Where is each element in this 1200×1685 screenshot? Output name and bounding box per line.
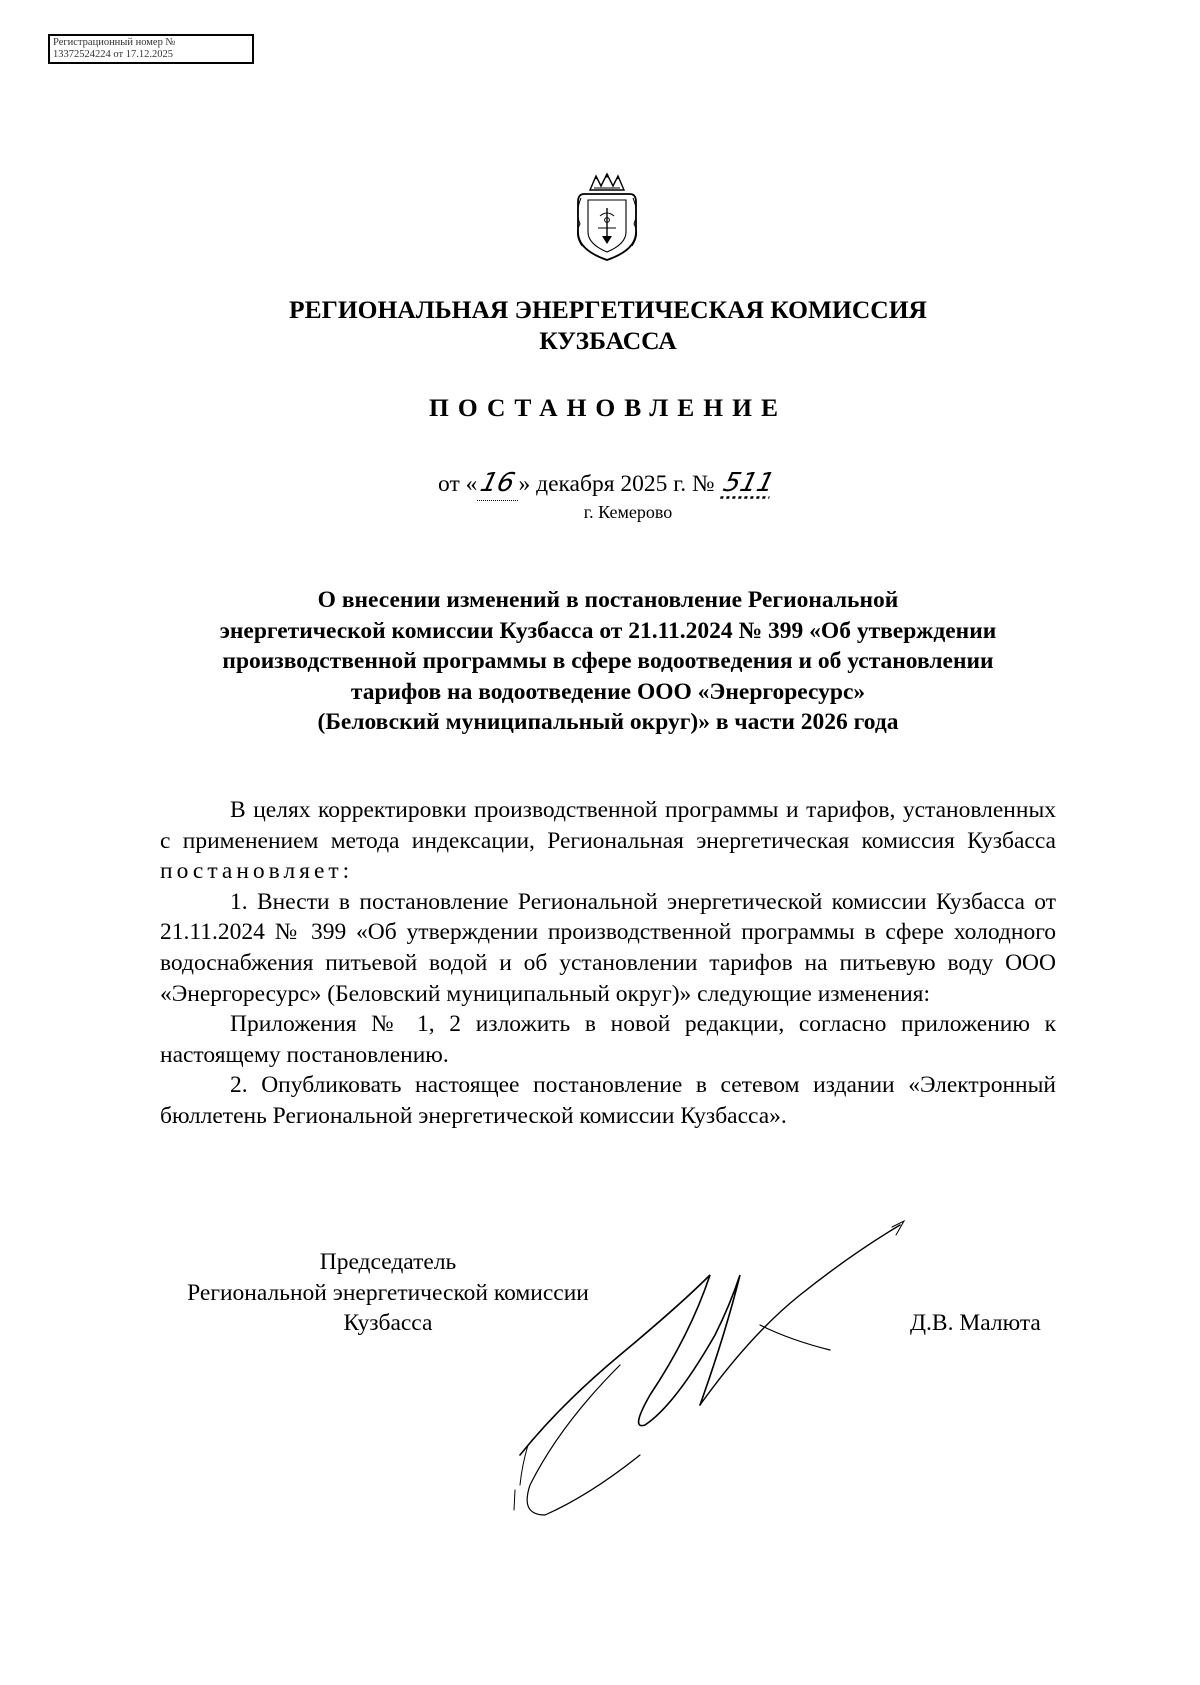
handwritten-number: 511 (720, 468, 778, 498)
org-line2: КУЗБАССА (539, 326, 677, 355)
document-subject (150, 585, 1066, 738)
org-line1: РЕГИОНАЛЬНАЯ ЭНЕРГЕТИЧЕСКАЯ КОМИССИЯ (289, 295, 927, 324)
coat-of-arms-icon (570, 172, 644, 264)
issuing-organization (150, 294, 1066, 356)
date-line (150, 467, 1066, 501)
subject-line1: О внесении изменений в постановление Региональной (317, 587, 899, 613)
registration-line1: Регистрационный номер № (53, 37, 176, 48)
registration-stamp (48, 34, 254, 64)
date-middle: » декабря 2025 г. № (518, 471, 715, 497)
paragraph-3: Приложения № 1, 2 изложить в новой редакции, согласно приложению к настоящему постановлению. (160, 1011, 1056, 1068)
paragraph-1 (160, 795, 1056, 887)
signer-title-line2: Региональной энергетической комиссии (187, 1279, 589, 1306)
registration-line2: 13372524224 от 17.12.2025 (53, 49, 173, 60)
subject-line2: энергетической комиссии Кузбасса от 21.11.2024 № 399 «Об утверждении (219, 617, 997, 644)
paragraph-1-text: В целях корректировки производственной программы и тарифов, установленных с применением метода индексации, Региональная энергетическая комиссия Кузбасса (160, 797, 1056, 854)
document-type: ПОСТАНОВЛЕНИЕ (429, 393, 787, 422)
signer-name: Д.В. Малюта (910, 1310, 1041, 1336)
paragraph-1-spaced: постановляет: (160, 858, 354, 885)
handwritten-day: 16 (477, 468, 519, 498)
document-body (160, 795, 1056, 1132)
paragraph-4: 2. Опубликовать настоящее постановление в сетевом издании «Электронный бюллетень Региональной энергетической комиссии Кузбасса». (160, 1072, 1056, 1129)
city: г. Кемерово (583, 502, 673, 522)
subject-line5: (Беловский муниципальный округ)» в части 2026 года (317, 709, 899, 736)
subject-line4: тарифов на водоотведение ООО «Энергоресурс» (350, 678, 866, 705)
date-prefix: от « (438, 471, 478, 497)
subject-line3: производственной программы в сфере водоотведения и об установлении (222, 648, 994, 675)
handwritten-signature (500, 1215, 920, 1535)
signer-title-line3: Кузбасса (343, 1310, 433, 1337)
paragraph-2: 1. Внести в постановление Региональной энергетической комиссии Кузбасса от 21.11.2024 № 399 «Об утверждении производственной программы в сфере холодного водоснабжения питьевой водой и об установлении тарифов на питьевую воду ООО «Энергоресурс» (Беловский муниципальный округ)» следующие изменения: (160, 888, 1056, 1007)
signer-title-line1: Председатель (319, 1249, 457, 1275)
